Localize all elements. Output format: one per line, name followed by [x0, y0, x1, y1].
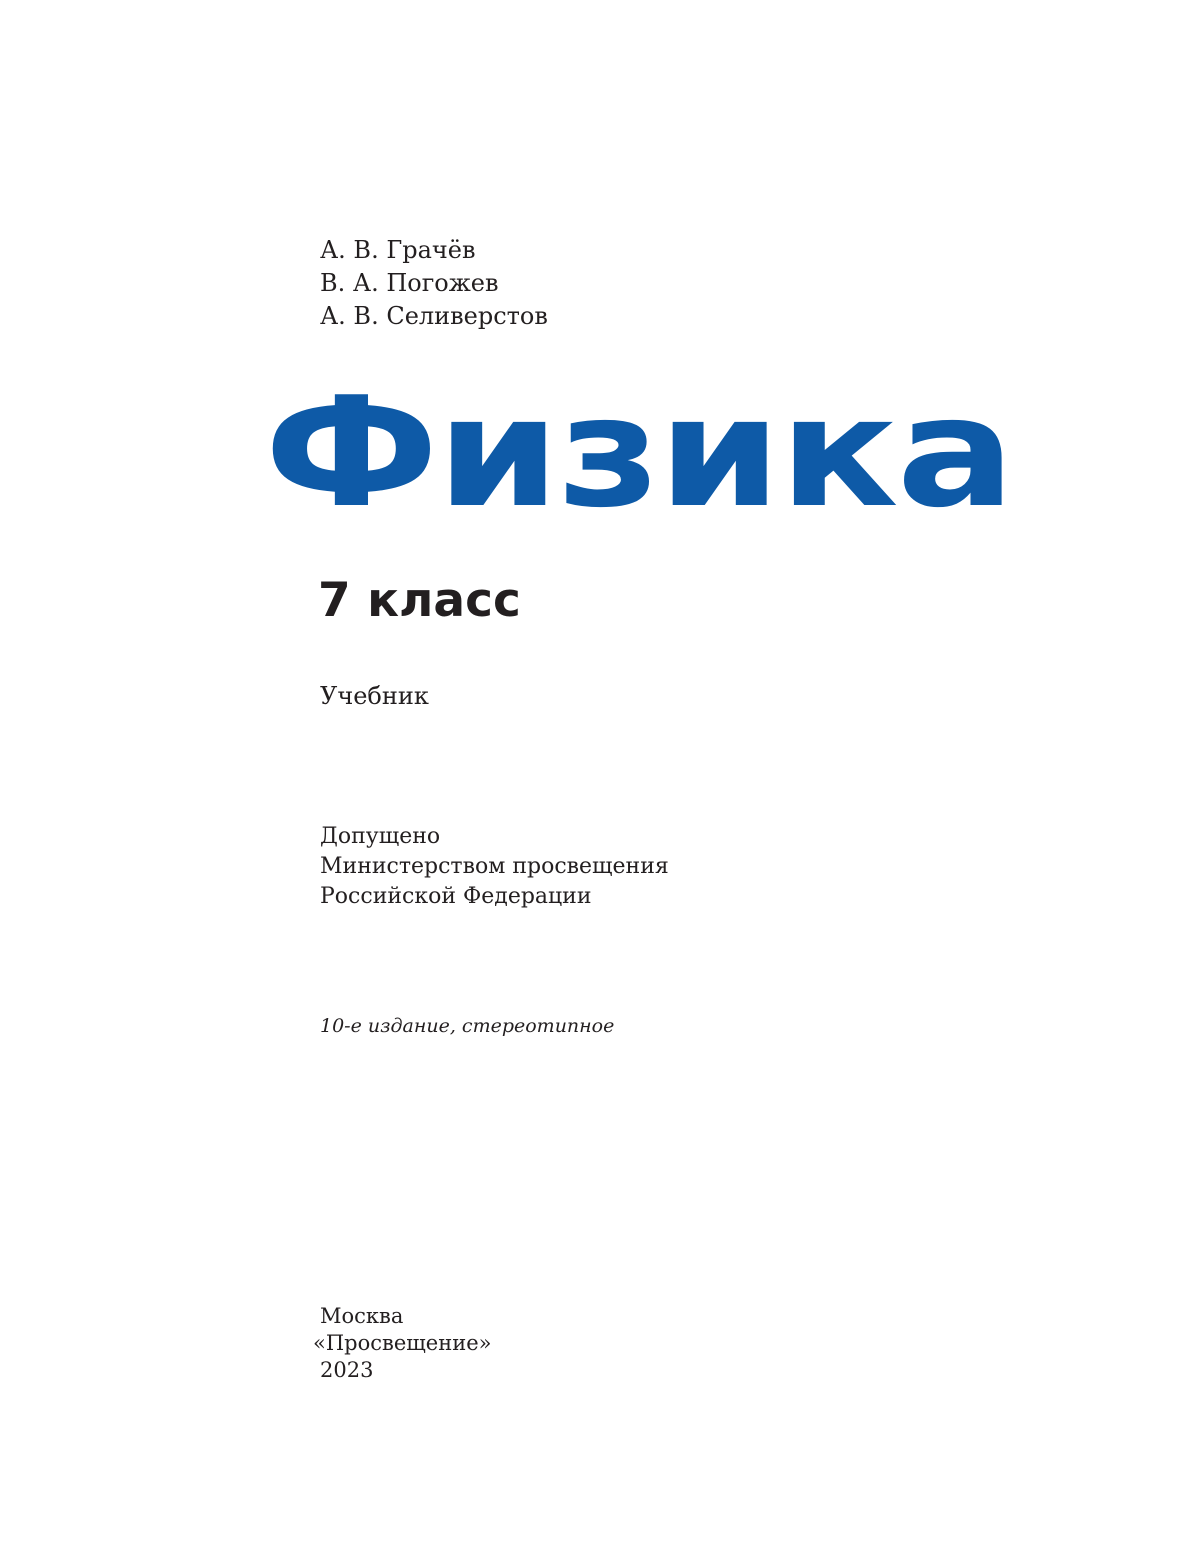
approval-block — [320, 822, 669, 912]
authors-block — [320, 234, 548, 333]
author-name: В. А. Погожев — [320, 269, 499, 297]
imprint-block — [313, 1303, 492, 1384]
edition-note: 10-е издание, стереотипное — [320, 1015, 615, 1037]
imprint-year: 2023 — [320, 1358, 374, 1382]
author-name: А. В. Селиверстов — [320, 302, 548, 330]
approval-line: Российской Федерации — [320, 884, 592, 909]
author-name: А. В. Грачёв — [320, 236, 476, 264]
imprint-city: Москва — [320, 1304, 404, 1328]
imprint-publisher: «Просвещение» — [313, 1331, 492, 1355]
approval-line: Допущено — [320, 824, 441, 849]
grade-label: 7 класс — [318, 573, 521, 628]
book-title: Физика — [264, 364, 1014, 541]
approval-line: Министерством просвещения — [320, 854, 669, 879]
book-type: Учебник — [320, 682, 429, 710]
